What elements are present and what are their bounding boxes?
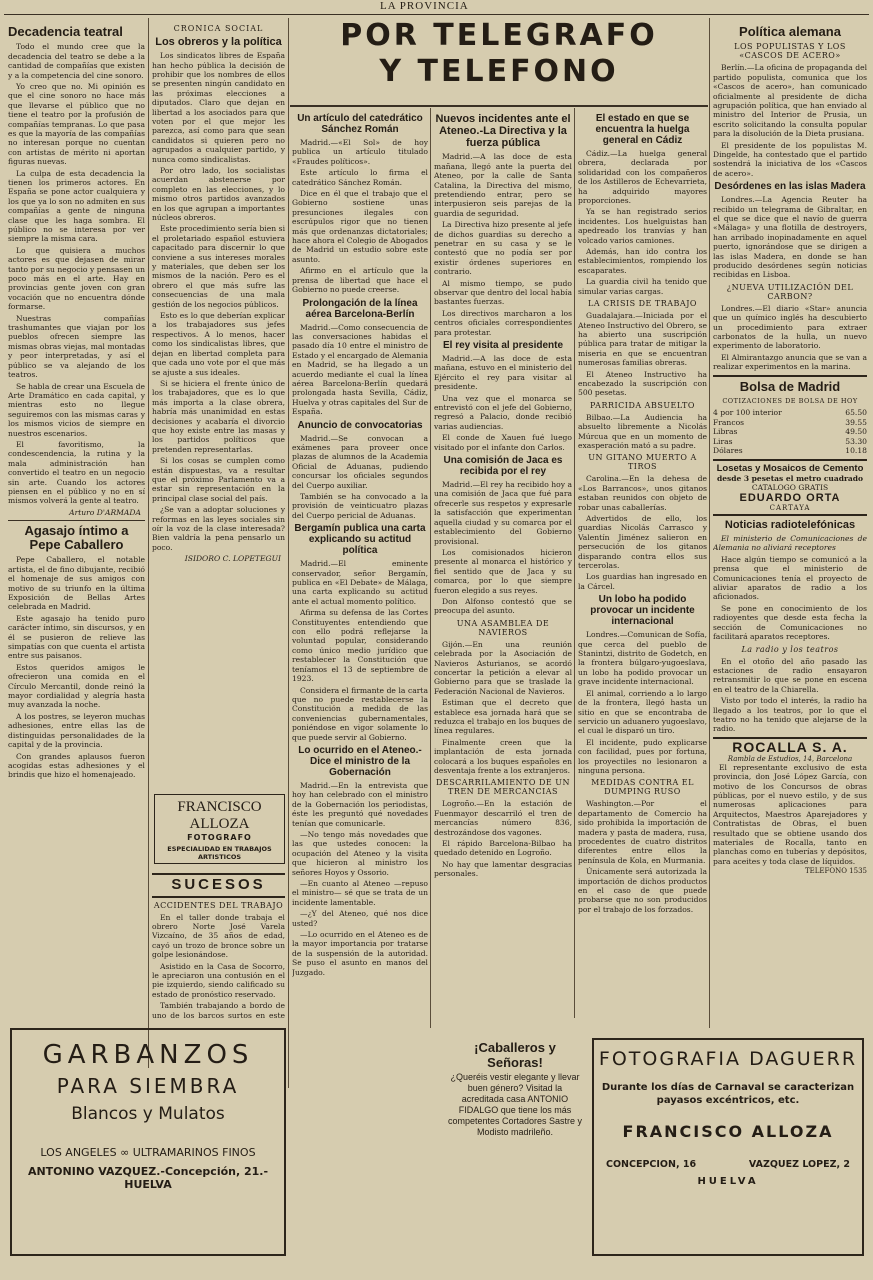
ad-text: ¿Queréis vestir elegante y llevar buen género? Visitad la acreditada casa ANTONIO FIDALGO que tiene los más competentes Cortadores Sastre y Modisto madrileño.: [447, 1072, 583, 1137]
article-title: Agasajo íntimo a Pepe Caballero: [24, 522, 129, 553]
article-title: ACCIDENTES DEL TRABAJO: [153, 900, 284, 910]
paragraph: Este agasajo ha tenido puro carácter íntimo, sin discursos, y en él se pusieron de relieve las simpatías con que cuenta el artista entre sus paisanos.: [8, 613, 145, 661]
stock-name: Dólares: [713, 446, 743, 456]
column-2: [152, 22, 285, 792]
paragraph: Advertidos de ello, los guardias Nicolás Carrasco y Valentín Jiménez salieron en persecución de los gitanos disparando contra ellos sus tercerolas.: [578, 514, 707, 571]
article-body: [578, 630, 707, 775]
article-title: El estado en que se encuentra la huelga general en Cádiz: [595, 113, 690, 146]
paragraph: Carolina.—En la dehesa de «Los Barrancos», unos gitanos estaban reunidos con objeto de robar unas caballerías.: [578, 474, 707, 512]
article-body: [578, 799, 707, 914]
ad-address: Rambla de Estudios, 14, Barcelona: [727, 754, 853, 763]
column-rule: [709, 18, 710, 1028]
paragraph: Madrid.—El rey ha recibido hoy a una comisión de Jaca que fué para ofrecerle sus respetos y expresarle la satisfacción que experimentan aquella ciudad y su comarca por el establecimiento del Gobierno provisional.: [434, 480, 572, 546]
column-1: [8, 22, 145, 1022]
bolsa-subtitle: COTIZACIONES DE BOLSA DE HOY: [722, 396, 858, 405]
article-body: [292, 559, 428, 742]
newspaper-name: LA PROVINCIA: [380, 0, 469, 12]
paragraph: Madrid.—Como consecuencia de las conversaciones habidas el pasado día 10 entre el ministro de Estado y el encargado de Alemania en Madrid, se ha llegado a un acuerdo mediante el cual la línea aérea Barcelona-Berlín quedará prolongada hasta Sevilla, Cádiz, Huelva y otras capitales del Sur de España.: [292, 322, 428, 417]
paragraph: —Lo ocurrido en el Ateneo es de la mayor importancia por tratarse de la suspensión de la autoridad. Se puso el asunto en manos del Juzgado.: [292, 930, 428, 977]
article-body: [713, 534, 867, 641]
ad-address: ANTONINO VAZQUEZ.-Concepción, 21.-HUELVA: [27, 1165, 269, 1191]
article-title: PARRICIDA ABSUELTO: [590, 400, 695, 410]
paragraph: El Almirantazgo anuncia que se van a realizar experimentos en la marina.: [713, 352, 867, 372]
paragraph: Asistido en la Casa de Socorro, le apreciaron una contusión en el pie izquierdo, siendo calificado su estado de pronóstico reservado.: [152, 961, 285, 999]
paragraph: Logroño.—En la estación de Fuenmayor descarriló el tren de mercancías número 836, destrozándose dos vagones.: [434, 799, 572, 837]
stock-value: 65.50: [845, 407, 867, 417]
article-body: [152, 913, 285, 1021]
paragraph: Gijón.—En una reunión celebrada por la Asociación de Navieros Asturianos, se acordó concertar la petición a elevar al Gobierno para que se traslade la Federación Nacional de Navieros.: [434, 639, 572, 696]
paragraph: Con grandes aplausos fueron acogidas estas adhesiones y el brindis que hizo el homenajeado.: [8, 751, 145, 780]
column-3: [292, 110, 428, 1010]
paragraph: Estos queridos amigos le ofrecieron una comida en el Círculo Mercantil, donde reinó la mayor cordialidad y alegría hasta muy avanzada la noche.: [8, 662, 145, 710]
paragraph: Afirma su defensa de las Cortes Constituyentes entendiendo que con ello podrá reflejarse la voluntad popular, considerando como único medio jurídico que restablecer la Constitución que teníamos el 13 de septiembre de 1923.: [292, 608, 428, 684]
paragraph: La Directiva hizo presente al jefe de dichos guardias su derecho a penetrar en su casa y se le contestó que no podía ser por existir órdenes superiores en contrario.: [434, 220, 572, 277]
article-body: [713, 304, 867, 372]
article-body: [578, 311, 707, 398]
article-title: Política alemana: [739, 24, 841, 39]
article-body: [434, 640, 572, 776]
ad-headline: ROCALLA S. A.: [732, 738, 848, 755]
column-5: [578, 110, 707, 1025]
paragraph: Washington.—Por el departamento de Comercio ha sido prohibida la importación de madera y pasta de madera, rusa, procedentes de cuatro distritos diferentes entre ellos la península de Kola, en Murmania.: [578, 799, 707, 865]
stock-value: 49.50: [845, 427, 867, 437]
divider: [8, 520, 145, 521]
ad-subhead: PARA SIEMBRA: [56, 1074, 240, 1098]
ad-address: [161, 863, 216, 864]
paragraph: Si los cosas se cumplen como están dispuestas, va a resultar que el próximo Parlamento va a estar sin representación en la principal clase social del país.: [152, 456, 285, 503]
paragraph: ¿Se van a adoptar soluciones y reformas en las leyes sociales sin oír la voz de la clase interesada? Bien valdría la pena pensarlo un poco.: [152, 505, 285, 552]
paragraph: Todo el mundo cree que la decadencia del teatro se debe a la cantidad de compañías que existen y a la competencia del cine sonoro.: [8, 42, 145, 80]
paragraph: Considera el firmante de la carta que no puede restablecerse la Constitución a medida de las conveniencias gubernamentales, poniéndose en vigor solamente lo que puede servir al Gobierno.: [292, 685, 428, 742]
column-6: [713, 22, 867, 1032]
ad-city: CARTAYA: [769, 503, 811, 512]
column-2-sucesos: [152, 870, 285, 1020]
paragraph: El favoritismo, la condescendencia, la rutina y la mala administración han convertido el teatro en un negocio sin arte. Cuando los actores piensen en el público y no en sí mismos volverá la gente al teatro.: [8, 439, 145, 506]
ad-headline: FRANCISCO ALLOZA: [177, 799, 262, 832]
banner-title: Y TELEFONO: [379, 54, 619, 89]
ad-address-row: [155, 863, 284, 864]
section-title: SUCESOS: [152, 873, 285, 898]
ad-text: LOS ANGELES ∞ ULTRAMARINOS FINOS: [40, 1146, 256, 1159]
article-body: [713, 195, 867, 280]
article-title: UNA ASAMBLEA DE NAVIEROS: [456, 618, 550, 637]
ad-text: ESPECIALIDAD EN TRABAJOS ARTISTICOS: [167, 845, 272, 861]
ad-address: [216, 863, 278, 864]
article-title: LA CRISIS DE TRABAJO: [588, 299, 697, 309]
paragraph: —¿Y del Ateneo, qué nos dice usted?: [292, 909, 428, 928]
article-title: Un lobo ha podido provocar un incidente internacional: [590, 594, 695, 628]
ad-city: HUELVA: [697, 1176, 759, 1187]
ad-text: payasos excéntricos, etc.: [656, 1095, 800, 1106]
paragraph: Al mismo tiempo, se pudo observar que dentro del local había bastantes fuerzas.: [434, 278, 572, 307]
article-title: Noticias radiotelefónicas: [724, 518, 856, 531]
signature: Arturo D'ARMADA: [69, 507, 141, 517]
article-body: [292, 138, 428, 295]
ad-name: EDUARDO ORTA: [739, 491, 841, 504]
article-body: [713, 657, 867, 734]
masthead: [0, 0, 873, 14]
paragraph: Don Alfonso contestó que se preocupa del asunto.: [434, 596, 572, 616]
paragraph: Dice en él que el trabajo que el Gobierno sostiene unas presunciones ilegales con escrúpulos rigor que no tienen más que ordenanzas dictatoriales; hace ahora el Colegio de Abogados de Madrid un estudio sobre este asunto.: [292, 189, 428, 264]
paragraph: La culpa de esta decadencia la tienen los primeros actores. En España se pone actor cualquiera y los que ya lo son no admiten en sus compañías a gente de ninguna clase que les haga sombra. El público no se interesa por ver siempre la misma cara.: [8, 168, 145, 244]
article-title: Nuevos incidentes ante el Ateneo.-La Directiva y la fuerza pública: [435, 113, 571, 150]
paragraph: Los sindicatos libres de España han hecho pública la decisión de prohibir que los nombres de ellos se presenten ningún candidato en las próximas elecciones a diputados. Claro que dejan en libertad a los asociados para que voten por el que mejor les parezca, así como para que sean candidatos si quieren pero no agrupados a cualquier partido, y nunca como sindicalistas.: [152, 51, 285, 164]
paragraph: El animal, corriendo a lo largo de la frontera, llegó hasta un sitio en que se encontraba de servicio un aduanero yugoeslavo, el cual le disparó un tiro.: [578, 688, 707, 736]
ad-address: VAZQUEZ LOPEZ, 2: [748, 1159, 850, 1170]
paragraph: —No tengo más novedades que las que ustedes conocen: la ocupación del Ateneo y la visita que hicieron al ministro los señores Hoyos y Ossorio.: [292, 829, 428, 877]
article-body: [578, 413, 707, 451]
paragraph: Guadalajara.—Iniciada por el Ateneo Instructivo del Obrero, se ha abierto una suscripción pública para tratar de mitigar la miseria en que se encuentran numerosas familias obreras.: [578, 311, 707, 368]
paragraph: Por otro lado, los socialistas acuerdan abstenerse por completo en las elecciones, y lo mismo otros partidos avanzados en los que agrupan a importantes núcleos obreros.: [152, 165, 285, 222]
paragraph: Únicamente será autorizada la importación de dichos productos en el caso de que puede probarse que no son producidos por el trabajo de los forzados.: [578, 867, 707, 914]
column-rule: [430, 108, 431, 1028]
paragraph: Se pone en conocimiento de los radioyentes que desde esta fecha la sección de Comunicaciones no facilitará aparatos receptores.: [713, 603, 867, 642]
article-body: [434, 480, 572, 616]
paragraph: Madrid.—Se convocan a exámenes para proveer once plazas de alumnos de la Academia Oficial de Aduanas, pudiendo concursar los oficiales segundos del Cuerpo auxiliar.: [292, 433, 428, 490]
paragraph: Bilbao.—La Audiencia ha absuelto libremente a Nicolás Múrcua que en un momento de exasperación mató a su padre.: [578, 412, 707, 450]
column-rule: [148, 18, 149, 1068]
article-title: Lo ocurrido en el Ateneo.-Dice el ministro de la Gobernación: [298, 744, 422, 778]
ad-francisco-alloza: [154, 794, 285, 864]
stock-value: 10.18: [845, 446, 867, 456]
article-subtitle: LOS POPULISTAS Y LOS «CASCOS DE ACERO»: [734, 42, 846, 61]
article-title: ¿NUEVA UTILIZACIÓN DEL CARBON?: [726, 282, 854, 301]
article-body: [292, 323, 428, 417]
section-kicker: CRONICA SOCIAL: [173, 24, 264, 33]
ad-text: El representante exclusivo de esta provincia, don José López García, con motivo de los Concursos de obras públicas, por el nuevo estilo, y de sus numerosas aplicaciones para Arquitectos, Maestros Aparejadores y Contratistas de Obras, el buen resultado que se obtiene usando dos materiales de Rocalla, tanto en planchas como en tuberías y depósitos, para aceites y toda clase de líquidos.: [713, 762, 867, 866]
article-title: Desórdenes en las islas Madera: [714, 181, 866, 193]
stock-value: 39.55: [845, 417, 867, 427]
paragraph: Este procedimiento sería bien si el proletariado español estuviera capacitado para discernir lo que conviene a sus intereses morales y materiales, que deben ser los mismos de la nación. Pero es el obrero el que más sufre las consecuencias de una mala gestión de los negocios públicos.: [152, 224, 285, 309]
paragraph: El incidente, pudo explicarse con facilidad, pues por fortuna, los proyectiles no lesionaron a ninguna persona.: [578, 737, 707, 775]
paragraph: Madrid.—El eminente conservador, señor Bergamín, publica en «El Debate» de Málaga, una carta explicando su actitud ante el actual momento político.: [292, 559, 428, 606]
ad-text: Blancos y Mulatos: [71, 1104, 225, 1124]
section-banner: [290, 18, 708, 104]
paragraph: Nuestras compañías trashumantes que viajan por los pueblos ofrecen siempre las mismas obras viejas, mal montadas y peor interpretadas, y así el público se va alejando de los teatros.: [8, 313, 145, 380]
paragraph: El ministerio de Comunicaciones de Alemania no aliviará receptores: [713, 534, 867, 553]
paragraph: Cádiz.—La huelga general obrera, declarada por solidaridad con los compañeros de los Astilleros de Echevarrieta, ha adquirido mayores proporciones.: [578, 149, 707, 206]
article-body: [434, 799, 572, 878]
paragraph: Afirmo en el artículo que la prensa de libertad que hace el Gobierno no puede creerse.: [292, 266, 428, 295]
banner-title: POR TELEGRAFO: [340, 18, 658, 53]
paragraph: Londres.—La Agencia Reuter ha recibido un telegrama de Gibraltar, en el que se dice que el navío de guerra «Málaga» y una flotilla de destroyers, han arribado inopinadamente en aquel puerto, ignorándose que se dirigen a las islas Madera, en donde se han producido desórdenes según noticias recibidas en Lisboa.: [713, 195, 867, 280]
ad-rocalla: [713, 737, 867, 875]
paragraph: Se habla de crear una Escuela de Arte Dramático en cada capital, y mientras esto no llegue seguiremos con las mismas caras y los mismos vicios de siempre en nuestros escenarios.: [8, 381, 145, 438]
paragraph: Estiman que el decreto que establece esa jornada hará que se reduzca el trabajo en los buques de línea regulares.: [434, 698, 572, 736]
ad-headline: FOTOGRAFIA DAGUERR: [598, 1048, 858, 1070]
paragraph: Madrid.—«El Sol» de hoy publica un artículo titulado «Fraudes políticos».: [292, 138, 428, 166]
paragraph: Los directivos marcharon a los centros oficiales correspondientes para protestar.: [434, 308, 572, 337]
banner-rule: [290, 105, 708, 107]
paragraph: Los guardias han ingresado en la Cárcel.: [578, 572, 707, 591]
article-title: Una comisión de Jaca es recibida por el rey: [443, 455, 563, 478]
paragraph: A los postres, se leyeron muchas adhesiones, entre ellas las de distinguidas personalidades de la capital y de la provincia.: [8, 711, 145, 750]
paragraph: Hace algún tiempo se comunicó a la prensa que el ministerio de Comunicaciones tenía el proyecto de aliviar aparatos de radio a los aficionados.: [713, 554, 867, 602]
paragraph: Madrid.—A las doce de esta mañana, estuvo en el ministerio del Ejército el rey para visitar al presidente.: [434, 354, 572, 392]
ad-address-row: [594, 1159, 862, 1170]
ad-headline: GARBANZOS: [42, 1040, 254, 1070]
ad-text: Durante los días de Carnaval se caracterizan: [601, 1082, 855, 1093]
paragraph: En el taller donde trabaja el obrero Norte José Varela Vizcaíno, de 35 años de edad, cayó un trozo de bronce sobre un golpe lesionándose.: [152, 912, 285, 960]
paragraph: Además, han ido contra los establecimientos, rompiendo los escaparates.: [578, 247, 707, 275]
ad-phone: TELEFONO 1535: [804, 867, 867, 876]
ad-antonio-fidalgo: [446, 1040, 584, 1140]
ad-address: CONCEPCION, 16: [606, 1159, 697, 1170]
paragraph: Yo creo que no. Mi opinión es que el cine sonoro no hace más que llevarse el público que no tiene el teatro por la profusión de compañías tempranas. Lo que pasa es que la mayoría de las compañías no interesan porque no cuentan con artistas de mérito ni aportan figuras nuevas.: [8, 81, 145, 167]
paragraph: El presidente de los populistas M. Dingelde, ha contestado que el partido sostendrá la iniciativa de los «Cascos de acero».: [713, 140, 867, 178]
paragraph: Lo que quisiera a muchos actores es que dejasen de mirar tanto por su negocio y pensasen un poco más en el arte. Hay en provincias gente joven con gran vocación que no encuentra dónde formarse.: [8, 245, 145, 312]
bolsa-box: [713, 375, 867, 456]
paragraph: Visto por todo el interés, la radio ha llegado a los teatros, por lo que el teatro no ha tenido que alejarse de la radio.: [713, 696, 867, 734]
article-body: [578, 474, 707, 591]
stock-name: Francos: [713, 417, 745, 427]
stock-row: [713, 408, 867, 418]
article-body: [292, 434, 428, 521]
paragraph: La guardia civil ha tenido que simular varias cargas.: [578, 277, 707, 296]
ad-garbanzos: [10, 1028, 286, 1256]
article-title: MEDIDAS CONTRA EL DUMPING RUSO: [591, 778, 694, 797]
article-body: [152, 51, 285, 552]
masthead-rule: [4, 14, 869, 15]
paragraph: Esto es lo que deberían explicar a los trabajadores sus jefes respectivos. A lo menos, hacer como los sindicalistas libres, que dejan en libertad completa para que cada uno vote por el que más se ajuste a sus ideales.: [152, 311, 285, 377]
paragraph: Finalmente creen que la implantación de esta jornada colocará a los buques españoles en desventaja frente a los extranjeros.: [434, 737, 572, 776]
paragraph: Londres.—El diario «Star» anuncia que un químico inglés ha descubierto un procedimiento para extraer carbonatos de la hulla, un nuevo experimento de laboratorio.: [713, 303, 867, 351]
paragraph: El rápido Barcelona-Bilbao ha quedado detenido en Logroño.: [434, 839, 572, 858]
paragraph: Berlín.—La oficina de propaganda del partido populista, comunica que los «Cascos de acero», han comunicado oficialmente al presidente de dicha agrupación política, que han enviado al ministro del Interior de Prusia, un escrito solicitando la consulta popular para la disolución de la Dieta prusiana.: [713, 63, 867, 139]
article-body: [578, 149, 707, 296]
paragraph: El Ateneo Instructivo ha encabezado la suscripción con 500 pesetas.: [578, 369, 707, 398]
article-title: El rey visita al presidente: [442, 340, 564, 351]
stock-name: Libras: [713, 427, 738, 437]
stock-row: [713, 437, 867, 447]
paragraph: Si se hiciera el frente único de los trabajadores, que es lo que más importa a la clase obrera, habría más unanimidad en estas decisiones y acabaría el divorcio que hoy existe entre las masas y los partidos políticos que pretenden representarlas.: [152, 378, 285, 454]
article-body: [292, 781, 428, 977]
stock-row: [713, 418, 867, 428]
article-subtitle: La radio y los teatros: [741, 644, 839, 654]
stock-name: Liras: [713, 436, 733, 446]
article-body: [434, 152, 572, 337]
ad-text: CATALOGO GRATIS: [751, 482, 829, 492]
ad-subhead: FOTOGRAFO: [187, 833, 252, 842]
paragraph: —En cuanto al Ateneo —repuso el ministro— sé que se trata de un incidente lamentable.: [292, 879, 428, 907]
article-title: Decadencia teatral: [8, 24, 123, 39]
article-title: Un artículo del catedrático Sánchez Román: [297, 113, 423, 135]
ad-eduardo-orta: [713, 459, 867, 516]
article-title: Bergamín publica una carta explicando su actitud política: [294, 523, 426, 557]
paragraph: También se ha convocado a la provisión de veinticuatro plazas del Cuerpo pericial de Aduanas.: [292, 492, 428, 520]
stock-row: [713, 446, 867, 456]
stock-name: 4 por 100 interior: [713, 407, 782, 417]
stock-row: [713, 427, 867, 437]
paragraph: También trabajando a bordo de uno de los barcos surtos en este: [152, 1001, 285, 1020]
paragraph: Madrid.—En la entrevista que hoy han celebrado con el ministro de la Gobernación los periodistas, éste les preguntó qué novedades tenían que comunicarle.: [292, 780, 428, 828]
paragraph: Los comisionados hicieron presente al monarca el histórico y fiel sentido que de Jaca y su comarca, por lo que siempre fueron elegido a sus reyes.: [434, 547, 572, 595]
ad-name: FRANCISCO ALLOZA: [622, 1122, 834, 1141]
paragraph: Ya se han registrado serios incidentes. Los huelguistas han apedreado los tranvías y han volcado varios camiones.: [578, 207, 707, 245]
ad-headline: ¡Caballeros y Señoras!: [474, 1040, 556, 1070]
column-4: [434, 110, 572, 1030]
signature: ISIDORO C. LOPETEGUI: [184, 554, 281, 564]
paragraph: Una vez que el monarca se entrevistó con el jefe del Gobierno, regresó a Palacio, donde recibió varias audiencias.: [434, 393, 572, 431]
paragraph: En el otoño del año pasado las estaciones de radio ensayaron retransmitir lo que se pone en escena en el teatro de la Chiarella.: [713, 656, 867, 694]
article-title: Anuncio de convocatorias: [297, 419, 423, 431]
paragraph: Pepe Caballero, el notable artista, el de fino dibujante, recibió el homenaje de sus amigos con motivo de su triunfo en la última Exposición de Bellas Artes celebrada en Madrid.: [8, 555, 145, 612]
article-title: DESCARRILAMIENTO DE UN TREN DE MERCANCIAS: [435, 778, 571, 797]
article-title: Prolongación de la línea aérea Barcelona-Berlín: [302, 297, 418, 320]
article-body: [8, 555, 145, 779]
column-rule: [288, 18, 289, 1088]
ad-text: desde 3 pesetas el metro cuadrado: [716, 473, 863, 483]
article-title: Los obreros y la política: [155, 36, 282, 48]
article-title: UN GITANO MUERTO A TIROS: [588, 453, 697, 472]
paragraph: El conde de Xauen fué luego visitado por el infante don Carlos.: [434, 433, 572, 452]
article-body: [713, 63, 867, 178]
paragraph: Londres.—Comunican de Sofía, que cerca del pueblo de Stanintzi, distrito de Godetch, en la frontera búlgaro-yugoeslava, un lobo ha podido provocar un grave incidente internacional.: [578, 630, 707, 687]
column-rule: [574, 108, 575, 1018]
paragraph: No hay que lamentar desgracias personales.: [434, 859, 572, 879]
article-body: [8, 42, 145, 506]
ad-fotografia-daguerr: [592, 1038, 864, 1256]
article-body: [434, 354, 572, 452]
paragraph: Este artículo lo firma el catedrático Sánchez Román.: [292, 168, 428, 187]
ad-headline: Losetas y Mosaicos de Cemento: [716, 462, 864, 474]
stock-value: 53.30: [845, 436, 867, 446]
paragraph: Madrid.—A las doce de esta mañana, llegó ante la puerta del Ateneo, por la calle de Santa Catalina, la Directiva del mismo, pretendiendo entrar, pero se interpusieron seis parejas de la guardia de seguridad.: [434, 152, 572, 218]
bolsa-title: Bolsa de Madrid: [739, 378, 841, 394]
